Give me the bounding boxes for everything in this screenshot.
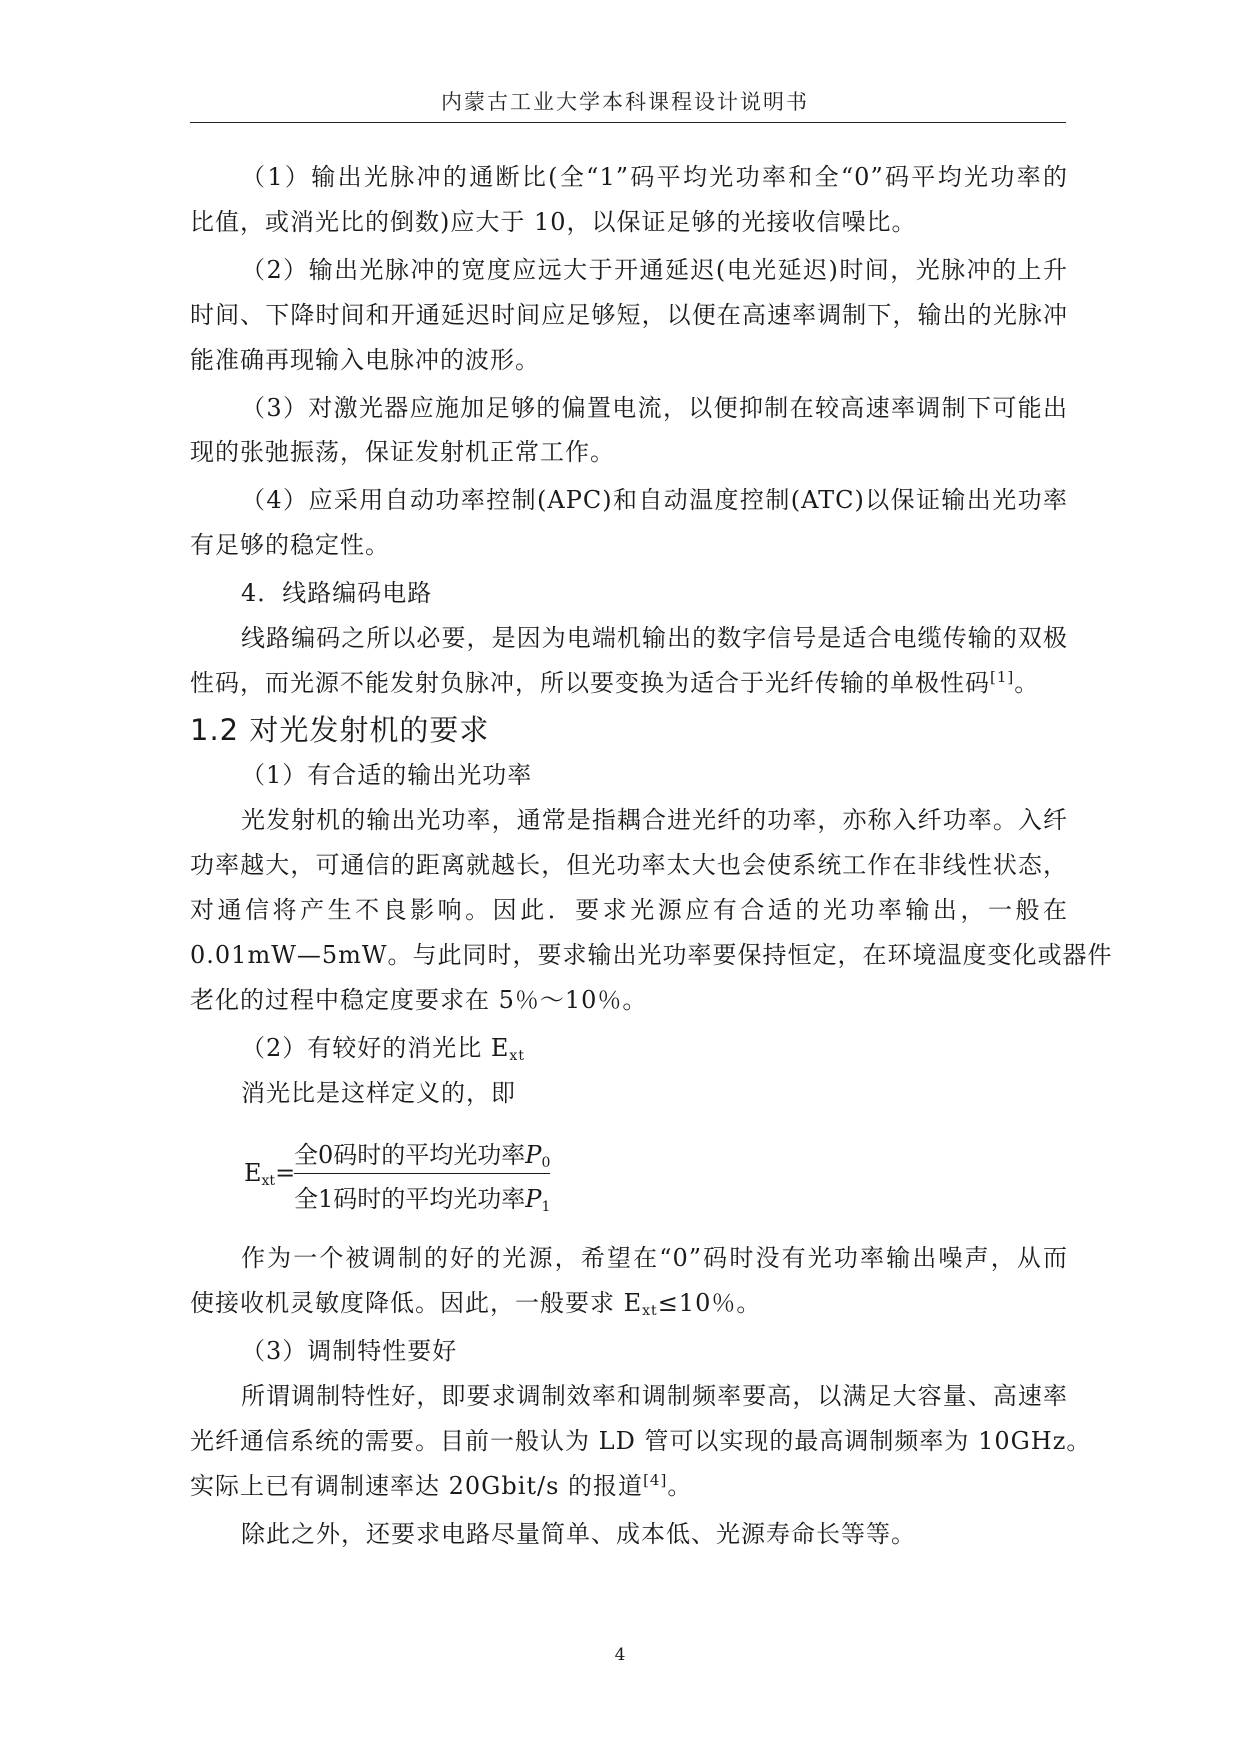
formula-lhs (244, 1159, 295, 1187)
subscript: xt (642, 1303, 658, 1319)
subscript: 1 (541, 1199, 551, 1215)
page-header: 内蒙古工业大学本科课程设计说明书 (441, 90, 809, 114)
requirement-title (241, 1033, 525, 1063)
formula-symbol: E (244, 1159, 262, 1187)
subscript: xt (261, 1173, 276, 1189)
paragraph-line: 光发射机的输出光功率，通常是指耦合进光纤的功率，亦称入纤功率。入纤 (241, 806, 1068, 834)
requirement-title: （1）有合适的输出光功率 (241, 761, 533, 789)
paragraph-line: （1）输出光脉冲的通断比(全“1”码平均光功率和全“0”码平均光功率的 (241, 163, 1068, 191)
paragraph-line: 线路编码之所以必要，是因为电端机输出的数字信号是适合电缆传输的双极 (241, 624, 1068, 652)
paragraph-line: 现的张弛振荡，保证发射机正常工作。 (190, 438, 615, 466)
citation-ref: [1] (990, 668, 1015, 686)
paragraph-text: 。 (1014, 669, 1040, 697)
paragraph-line: （3）对激光器应施加足够的偏置电流，以便抑制在较高速率调制下可能出 (241, 394, 1068, 422)
page-number: 4 (614, 1645, 626, 1665)
subscript: 0 (541, 1155, 551, 1171)
paragraph-line: 光纤通信系统的需要。目前一般认为 LD 管可以实现的最高调制频率为 10GHz。 (190, 1427, 1092, 1455)
variable: P (525, 1141, 542, 1169)
requirement-title: （3）调制特性要好 (241, 1337, 458, 1365)
paragraph-line: 除此之外，还要求电路尽量简单、成本低、光源寿命长等等。 (241, 1520, 916, 1548)
paragraph-line (190, 1288, 761, 1318)
variable: P (525, 1185, 542, 1213)
subsection-title: 4．线路编码电路 (241, 579, 433, 607)
citation-ref: [4] (643, 1471, 668, 1489)
requirement-title-text: （2）有较好的消光比 E (241, 1034, 510, 1062)
denominator-text: 全1码时的平均光功率 (294, 1185, 526, 1213)
paragraph-line: 作为一个被调制的好的光源，希望在“0”码时没有光功率输出噪声，从而 (241, 1244, 1068, 1272)
subscript: xt (509, 1048, 525, 1064)
equals-sign: = (275, 1159, 296, 1187)
paragraph-text: ≤10％。 (657, 1289, 762, 1317)
paragraph-line: 比值，或消光比的倒数)应大于 10，以保证足够的光接收信噪比。 (190, 208, 917, 236)
paragraph-text: 性码，而光源不能发射负脉冲，所以要变换为适合于光纤传输的单极性码 (190, 669, 990, 697)
paragraph-line: 对通信将产生不良影响。因此．要求光源应有合适的光功率输出，一般在 (190, 896, 1068, 924)
paragraph-line: 消光比是这样定义的，即 (241, 1079, 516, 1107)
paragraph-text: 。 (667, 1472, 693, 1500)
paragraph-line (190, 668, 1039, 698)
formula-numerator (294, 1135, 550, 1170)
paragraph-line: 有足够的稳定性。 (190, 531, 390, 559)
paragraph-line: 0.01mW—5mW。与此同时，要求输出光功率要保持恒定，在环境温度变化或器件 (190, 941, 1113, 969)
paragraph-line: （4）应采用自动功率控制(APC)和自动温度控制(ATC)以保证输出光功率 (241, 486, 1068, 514)
paragraph-line: 所谓调制特性好，即要求调制效率和调制频率要高，以满足大容量、高速率 (241, 1382, 1068, 1410)
paragraph-line: 功率越大，可通信的距离就越长，但光功率太大也会使系统工作在非线性状态， (190, 851, 1068, 879)
header-rule (190, 122, 1066, 123)
paragraph-text: 实际上已有调制速率达 20Gbit/s 的报道 (190, 1472, 644, 1500)
formula-denominator (294, 1179, 550, 1214)
paragraph-text: 使接收机灵敏度降低。因此，一般要求 E (190, 1289, 643, 1317)
paragraph-line (190, 1471, 692, 1501)
paragraph-line: 能准确再现输入电脉冲的波形。 (190, 346, 540, 374)
fraction-bar (294, 1173, 550, 1174)
numerator-text: 全0码时的平均光功率 (294, 1141, 526, 1169)
paragraph-line: （2）输出光脉冲的宽度应远大于开通延迟(电光延迟)时间，光脉冲的上升 (241, 256, 1068, 284)
paragraph-line: 老化的过程中稳定度要求在 5％～10％。 (190, 986, 648, 1014)
paragraph-line: 时间、下降时间和开通延迟时间应足够短，以便在高速率调制下，输出的光脉冲 (190, 301, 1068, 329)
section-heading: 1.2 对光发射机的要求 (190, 713, 490, 747)
